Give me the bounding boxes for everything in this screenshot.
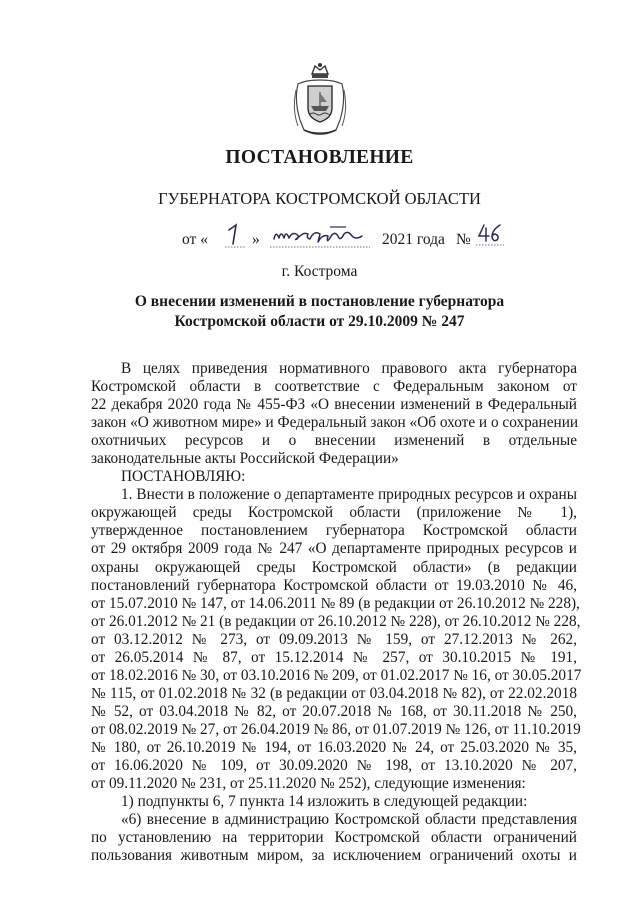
document-body — [91, 360, 582, 865]
date-year: 2021 года — [382, 231, 445, 248]
number-sign: № — [456, 231, 471, 248]
body-line: охотничьих ресурсов и о внесении изменений в отдельные — [91, 432, 577, 450]
body-line: законодательные акты Российской Федерации» — [91, 450, 399, 468]
body-line: В целях приведения нормативного правового акта губернатора — [121, 360, 577, 377]
body-line: от 26.01.2012 № 21 (в редакции от 26.10.2012 № 228), от 26.10.2012 № 228, — [91, 612, 581, 630]
document-heading — [0, 292, 639, 332]
handwritten-month — [270, 224, 370, 250]
heading-line-2: Костромской области от 29.10.2009 № 247 — [174, 313, 465, 330]
handwritten-day — [224, 222, 246, 250]
heading-line-1: О внесении изменений в постановление губернатора — [134, 293, 505, 310]
body-line: от 15.07.2010 № 147, от 14.06.2011 № 89 (в редакции от 26.10.2012 № 228), — [91, 594, 580, 612]
body-line: от 18.02.2016 № 30, от 03.10.2016 № 209, от 01.02.2017 № 16, от 30.05.2017 — [91, 666, 582, 684]
date-close-quote: » — [252, 231, 260, 248]
body-line: от 08.02.2019 № 27, от 26.04.2019 № 86, от 01.07.2019 № 126, от 11.10.2019 — [91, 720, 581, 738]
date-line — [0, 222, 639, 256]
body-line: 22 декабря 2020 года № 455-ФЗ «О внесении изменений в Федеральный — [91, 396, 577, 414]
city-line: г. Кострома — [281, 263, 358, 280]
body-line: от 26.05.2014 № 87, от 15.12.2014 № 257, от 30.10.2015 № 191, — [91, 648, 577, 666]
body-line: от 03.12.2012 № 273, от 09.09.2013 № 159, от 27.12.2013 № 262, — [91, 630, 577, 648]
date-prefix: от « — [182, 231, 208, 248]
body-line: ПОСТАНОВЛЯЮ: — [121, 468, 246, 486]
body-line: по установлению на территории Костромской области ограничений — [91, 829, 577, 847]
body-line: Костромской области в соответствие с Федеральным законом от — [91, 378, 577, 396]
body-line: окружающей среды Костромской области (приложение № 1), — [91, 504, 577, 522]
kostroma-coat-of-arms-icon — [290, 60, 350, 138]
document-title: ПОСТАНОВЛЕНИЕ — [225, 147, 414, 168]
body-line: от 09.11.2020 № 231, от 25.11.2020 № 252), следующие изменения: — [91, 775, 526, 793]
body-line: № 180, от 26.10.2019 № 194, от 16.03.2020 № 24, от 25.03.2020 № 35, — [91, 738, 577, 756]
body-line: постановлений губернатора Костромской области от 19.03.2010 № 46, — [91, 576, 577, 594]
body-line: пользования животным миром, за исключением ограничений охоты и — [91, 847, 577, 865]
body-line: охраны окружающей среды Костромской области» (в редакции — [91, 558, 577, 576]
body-line: закон «О животном мире» и Федеральный закон «Об охоте и о сохранении — [91, 414, 579, 432]
body-line: «6) внесение в администрацию Костромской области представления — [121, 811, 577, 829]
body-line: № 52, от 03.04.2018 № 82, от 20.07.2018 № 168, от 30.11.2018 № 250, — [91, 702, 577, 720]
body-line: утвержденное постановлением губернатора Костромской области — [91, 522, 577, 540]
body-line: № 115, от 01.02.2018 № 32 (в редакции от 03.04.2018 № 82), от 22.02.2018 — [91, 684, 577, 702]
handwritten-number — [476, 222, 504, 248]
body-line: 1. Внести в положение о департаменте природных ресурсов и охраны — [121, 486, 577, 504]
body-line: 1) подпункты 6, 7 пункта 14 изложить в следующей редакции: — [121, 793, 528, 811]
body-line: от 16.06.2020 № 109, от 30.09.2020 № 198, от 13.10.2020 № 207, — [91, 757, 577, 775]
issuer-subtitle: ГУБЕРНАТОРА КОСТРОМСКОЙ ОБЛАСТИ — [158, 189, 481, 208]
body-line: от 29 октября 2009 года № 247 «О департаменте природных ресурсов и — [91, 540, 577, 558]
